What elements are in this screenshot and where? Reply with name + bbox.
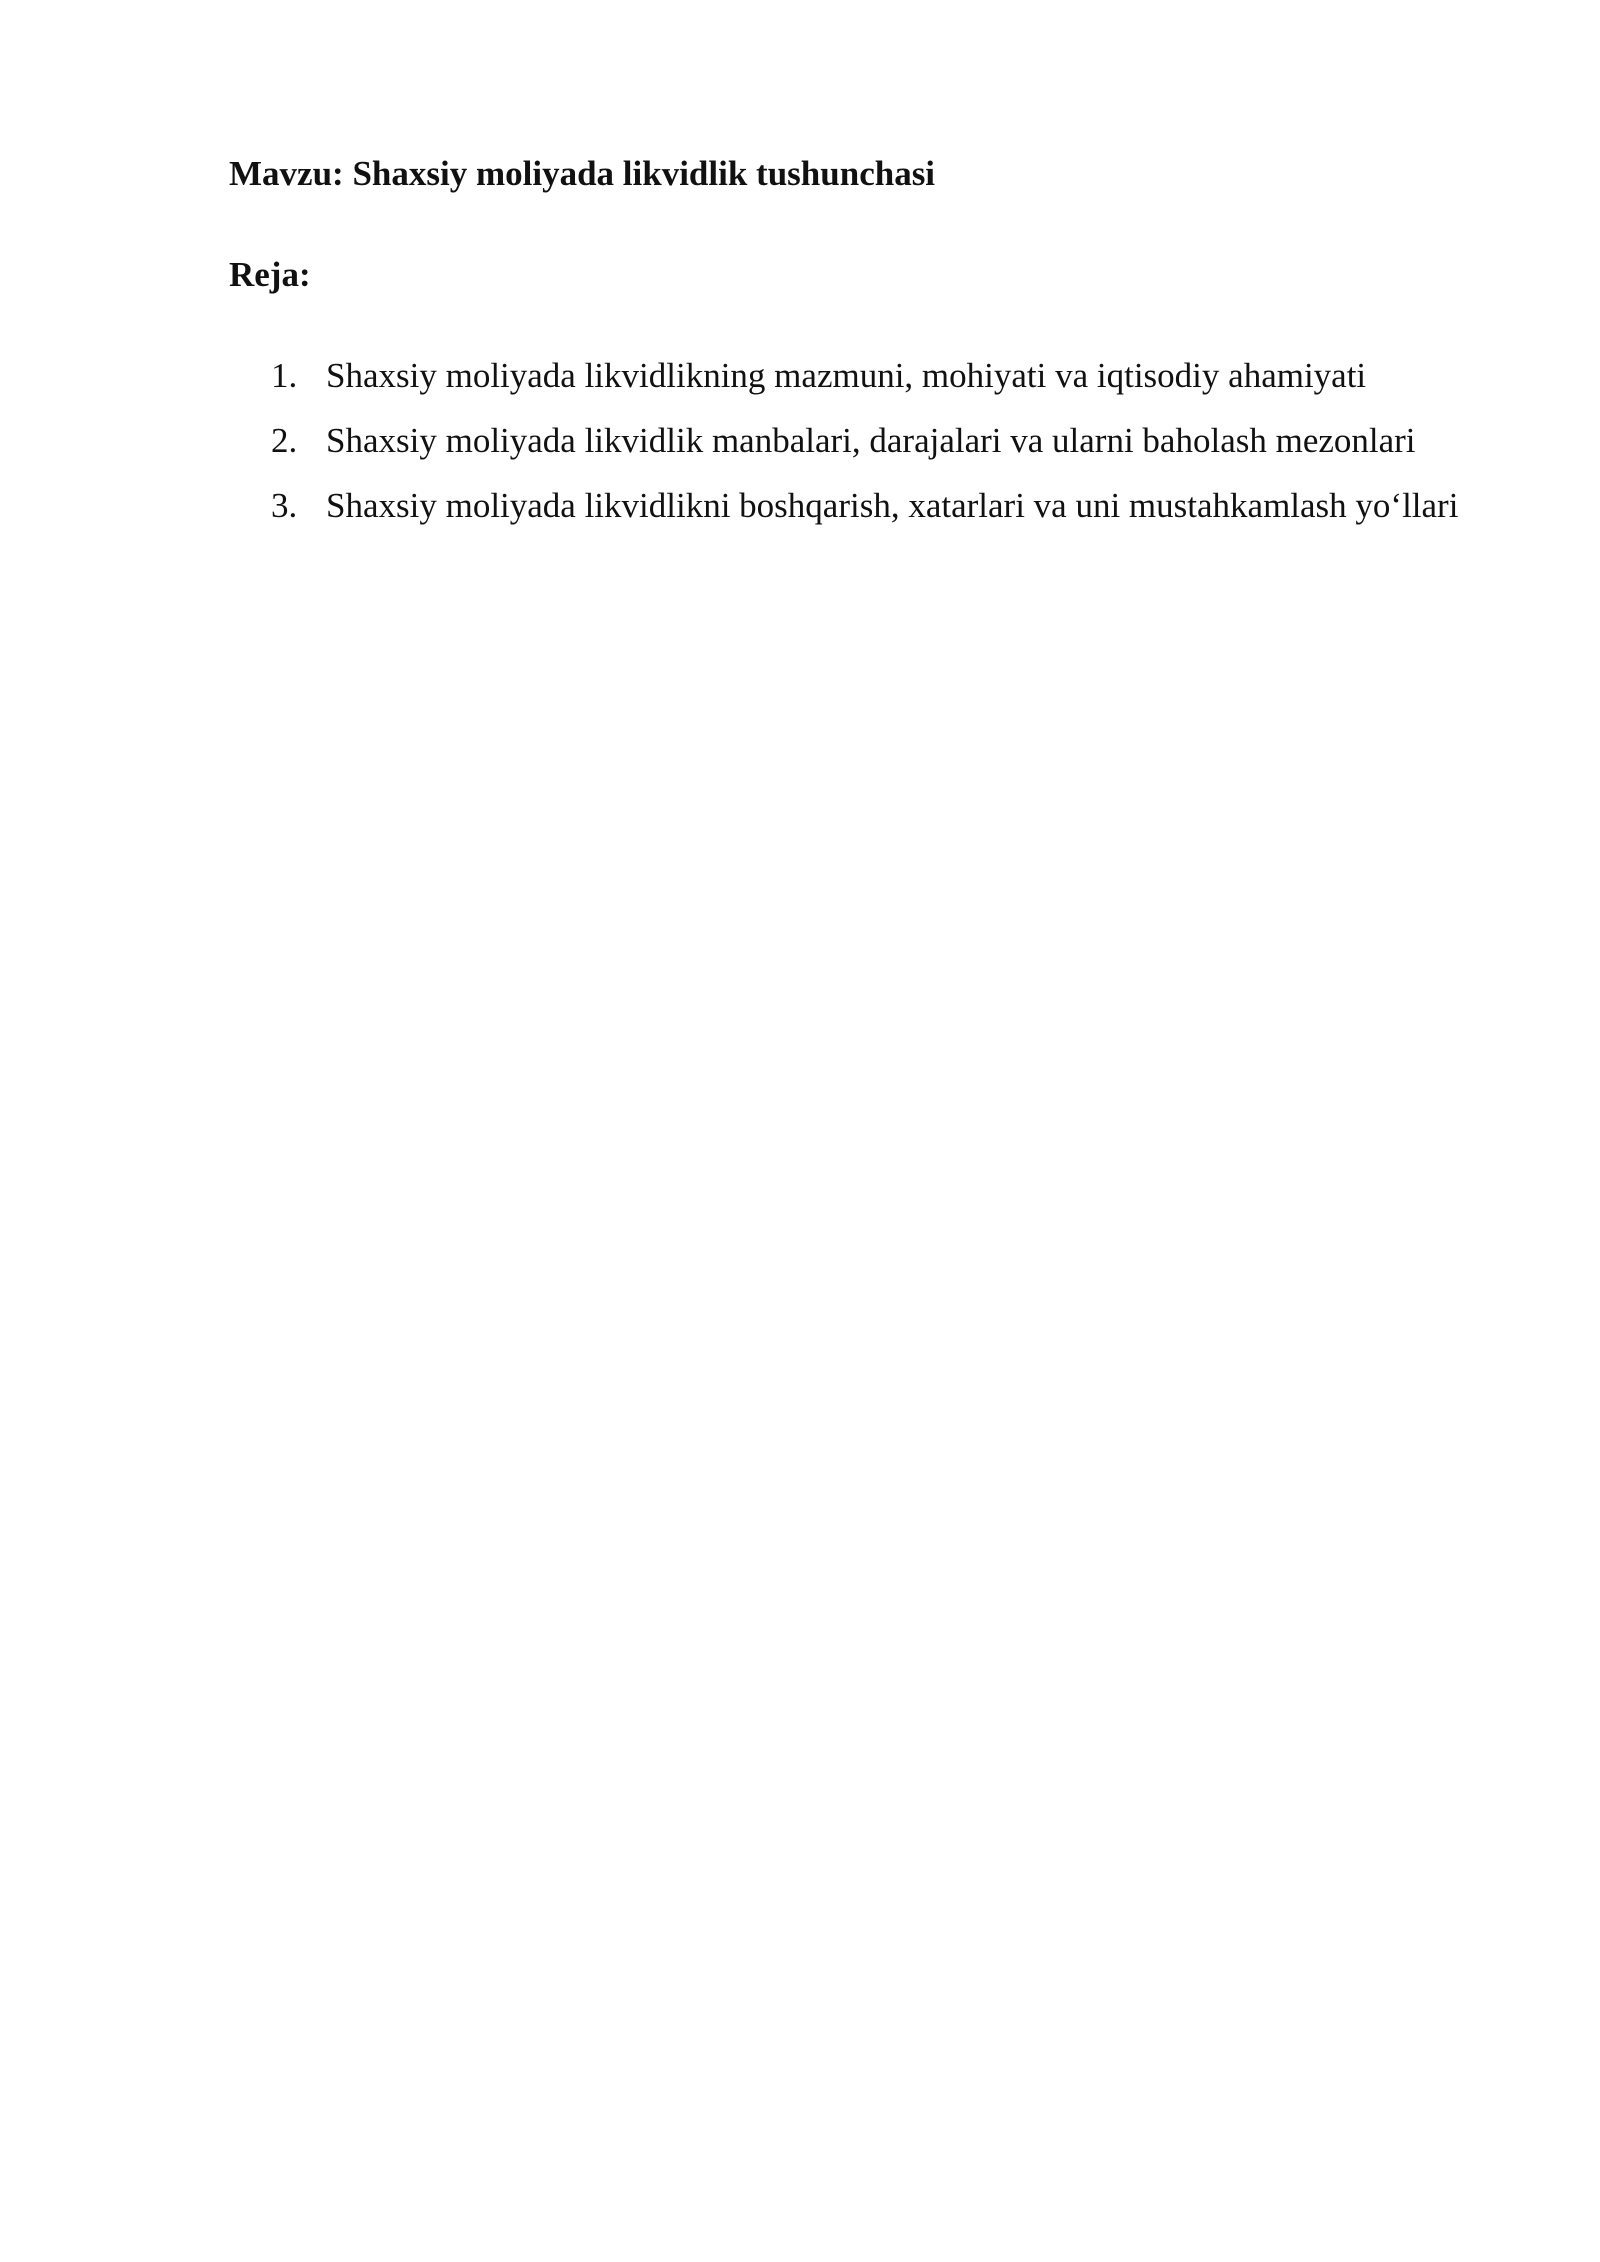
plan-item-2 bbox=[229, 408, 1499, 473]
plan-item-text: Shaxsiy moliyada likvidlikni boshqarish, xatarlari va uni mustahkamlash yo‘llari bbox=[326, 486, 1459, 525]
plan-item-number: 1. bbox=[271, 356, 298, 395]
document-content bbox=[229, 150, 1499, 538]
plan-item-text: Shaxsiy moliyada likvidlik manbalari, darajalari va ularni baholash mezonlari bbox=[326, 421, 1416, 460]
plan-item-3 bbox=[229, 473, 1499, 538]
plan-item-1 bbox=[229, 343, 1499, 408]
plan-item-number: 2. bbox=[271, 421, 298, 460]
plan-item-number: 3. bbox=[271, 486, 298, 525]
plan-heading: Reja: bbox=[229, 255, 311, 294]
plan-item-text: Shaxsiy moliyada likvidlikning mazmuni, mohiyati va iqtisodiy ahamiyati bbox=[326, 356, 1367, 395]
topic-title: Mavzu: Shaxsiy moliyada likvidlik tushunchasi bbox=[229, 154, 936, 193]
plan-list bbox=[229, 343, 1499, 538]
